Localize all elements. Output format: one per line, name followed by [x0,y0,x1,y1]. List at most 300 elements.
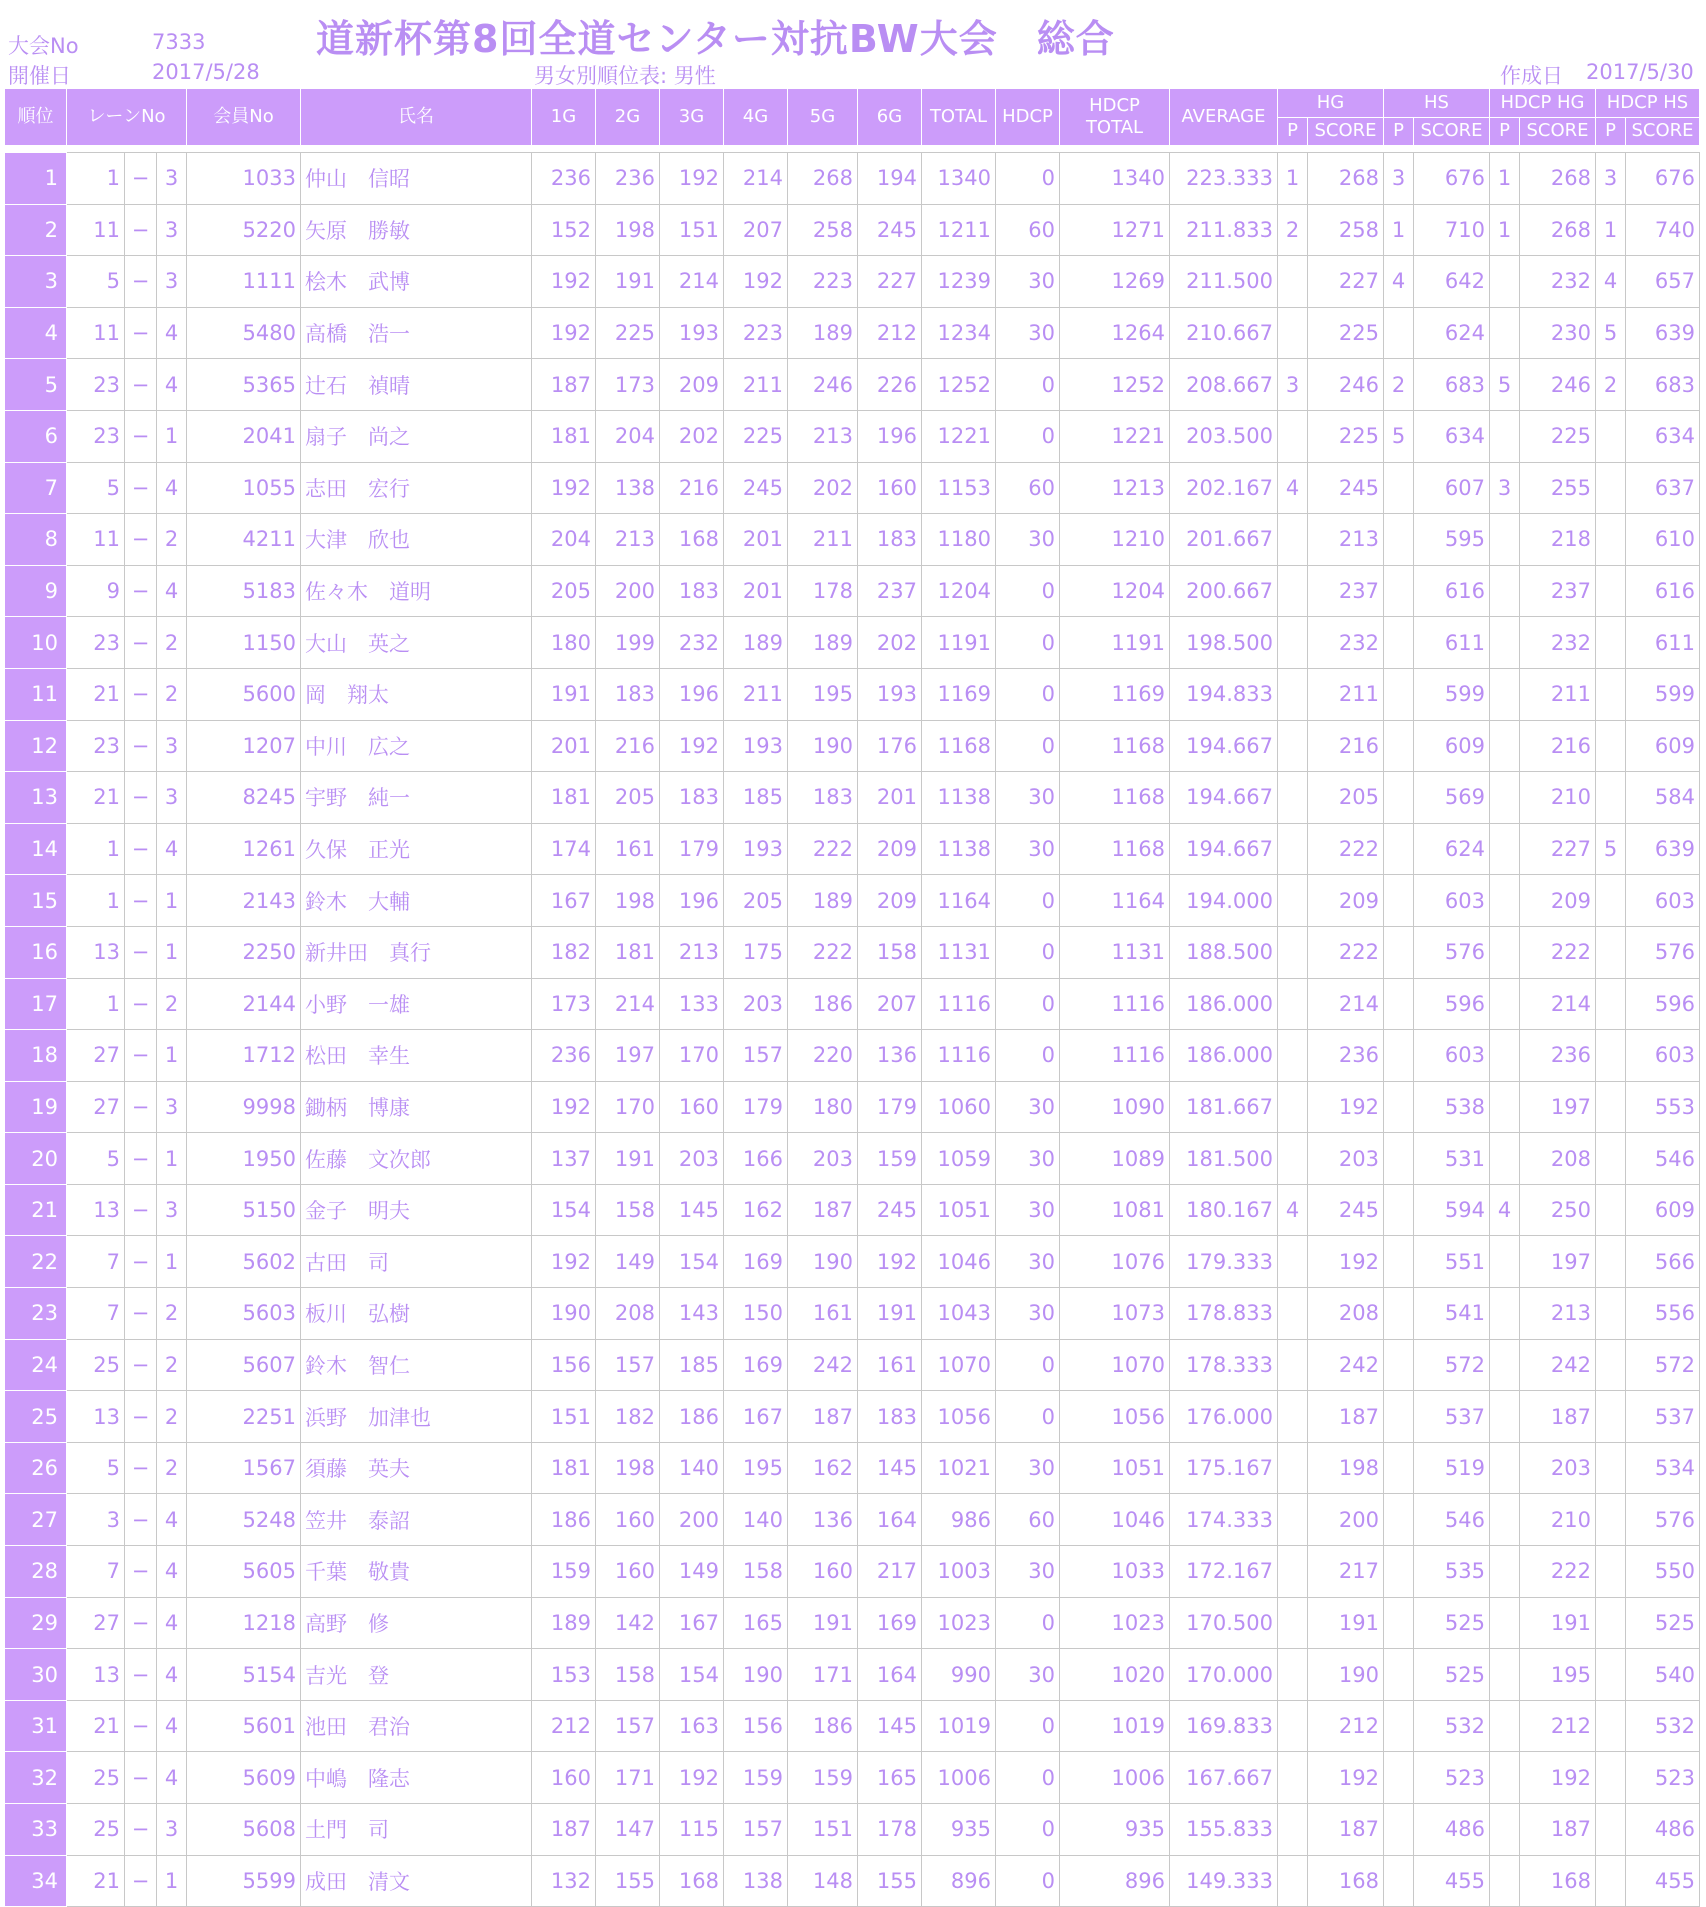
hdcp-hs-place-cell [1596,1081,1626,1133]
hdcp-hg-score-cell: 191 [1520,1597,1596,1649]
game6-cell: 193 [858,668,922,720]
hs-place-cell [1384,462,1414,514]
table-row [5,514,1700,566]
hdcp-hg-place-cell [1490,1288,1520,1340]
game2-cell: 157 [596,1700,660,1752]
hs-score-cell: 611 [1414,617,1490,669]
hdcp-hg-score-cell: 216 [1520,720,1596,772]
total-cell: 1169 [922,668,996,720]
player-name-cell: 佐々木 道明 [301,565,532,617]
lane-separator: − [125,617,157,669]
hg-score-cell: 222 [1308,926,1384,978]
hg-score-cell: 187 [1308,1804,1384,1856]
game1-cell: 187 [532,1804,596,1856]
game1-cell: 151 [532,1391,596,1443]
total-cell: 1180 [922,514,996,566]
average-cell: 194.833 [1170,668,1278,720]
game3-cell: 183 [660,772,724,824]
hdcp-cell: 30 [996,1133,1060,1185]
game5-cell: 186 [788,1700,858,1752]
table-row [5,1030,1700,1082]
member-no-cell: 5601 [187,1700,301,1752]
game6-cell: 237 [858,565,922,617]
member-no-cell: 1567 [187,1442,301,1494]
game5-cell: 148 [788,1855,858,1907]
lane-sub-cell: 1 [157,1133,187,1185]
hs-score-cell: 546 [1414,1494,1490,1546]
hdcp-total-cell: 1210 [1060,514,1170,566]
game6-cell: 202 [858,617,922,669]
hs-place-cell [1384,1649,1414,1701]
hdcp-hs-score-cell: 525 [1626,1597,1700,1649]
game6-cell: 183 [858,1391,922,1443]
lane-separator: − [125,359,157,411]
rank-cell: 22 [5,1236,67,1288]
hdcp-cell: 30 [996,1288,1060,1340]
tournament-no: 7333 [152,30,206,54]
game1-cell: 182 [532,926,596,978]
rank-cell: 24 [5,1339,67,1391]
hdcp-hs-score-cell: 572 [1626,1339,1700,1391]
game4-cell: 205 [724,875,788,927]
game6-cell: 169 [858,1597,922,1649]
game5-cell: 220 [788,1030,858,1082]
lane-sub-cell: 1 [157,1030,187,1082]
member-no-cell: 5602 [187,1236,301,1288]
hdcp-hs-score-cell: 740 [1626,204,1700,256]
game1-cell: 236 [532,1030,596,1082]
col-total: TOTAL [922,89,996,146]
hg-score-cell: 232 [1308,617,1384,669]
player-name-cell: 矢原 勝敏 [301,204,532,256]
game5-cell: 171 [788,1649,858,1701]
lane-sub-cell: 2 [157,1288,187,1340]
lane-separator: − [125,565,157,617]
game3-cell: 209 [660,359,724,411]
hs-score-cell: 532 [1414,1700,1490,1752]
total-cell: 1204 [922,565,996,617]
rank-cell: 30 [5,1649,67,1701]
hg-score-cell: 225 [1308,307,1384,359]
member-no-cell: 5608 [187,1804,301,1856]
hdcp-cell: 0 [996,978,1060,1030]
lane-sub-cell: 2 [157,668,187,720]
rank-cell: 27 [5,1494,67,1546]
lane-sub-cell: 4 [157,1597,187,1649]
lane-sub-cell: 2 [157,1339,187,1391]
hs-score-cell: 455 [1414,1855,1490,1907]
lane-separator: − [125,1288,157,1340]
game6-cell: 136 [858,1030,922,1082]
lane-separator: − [125,668,157,720]
average-cell: 186.000 [1170,978,1278,1030]
hdcp-total-cell: 1204 [1060,565,1170,617]
game1-cell: 159 [532,1546,596,1598]
average-cell: 167.667 [1170,1752,1278,1804]
game2-cell: 160 [596,1546,660,1598]
game1-cell: 189 [532,1597,596,1649]
hdcp-hs-score-cell: 553 [1626,1081,1700,1133]
game4-cell: 166 [724,1133,788,1185]
game6-cell: 164 [858,1649,922,1701]
hdcp-hs-place-cell [1596,1597,1626,1649]
table-row [5,1288,1700,1340]
hdcp-hg-score-cell: 214 [1520,978,1596,1030]
game2-cell: 236 [596,153,660,205]
table-row [5,1133,1700,1185]
lane-cell: 5 [67,1133,125,1185]
game4-cell: 245 [724,462,788,514]
hdcp-hs-place-cell [1596,514,1626,566]
total-cell: 1059 [922,1133,996,1185]
hdcp-hs-place-cell [1596,1391,1626,1443]
game2-cell: 225 [596,307,660,359]
member-no-cell: 1033 [187,153,301,205]
hs-place-cell [1384,1184,1414,1236]
rank-cell: 28 [5,1546,67,1598]
hdcp-cell: 0 [996,1339,1060,1391]
lane-cell: 1 [67,978,125,1030]
game6-cell: 245 [858,204,922,256]
lane-separator: − [125,926,157,978]
hdcp-cell: 0 [996,1597,1060,1649]
hdcp-hg-place-cell [1490,1442,1520,1494]
lane-cell: 7 [67,1546,125,1598]
game1-cell: 173 [532,978,596,1030]
average-cell: 181.500 [1170,1133,1278,1185]
hdcp-cell: 60 [996,462,1060,514]
game5-cell: 162 [788,1442,858,1494]
game5-cell: 190 [788,1236,858,1288]
rank-cell: 18 [5,1030,67,1082]
game3-cell: 163 [660,1700,724,1752]
lane-separator: − [125,1597,157,1649]
hs-score-cell: 537 [1414,1391,1490,1443]
hdcp-hg-score-cell: 268 [1520,204,1596,256]
game4-cell: 167 [724,1391,788,1443]
game2-cell: 155 [596,1855,660,1907]
member-no-cell: 1712 [187,1030,301,1082]
game6-cell: 212 [858,307,922,359]
average-cell: 223.333 [1170,153,1278,205]
hg-score-cell: 258 [1308,204,1384,256]
hdcp-hg-place-cell [1490,1236,1520,1288]
average-cell: 186.000 [1170,1030,1278,1082]
hdcp-total-cell: 896 [1060,1855,1170,1907]
total-cell: 1056 [922,1391,996,1443]
hg-score-cell: 192 [1308,1236,1384,1288]
hdcp-hs-score-cell: 455 [1626,1855,1700,1907]
game5-cell: 268 [788,153,858,205]
game5-cell: 190 [788,720,858,772]
hdcp-hs-place-cell [1596,978,1626,1030]
hs-score-cell: 572 [1414,1339,1490,1391]
game6-cell: 245 [858,1184,922,1236]
lane-sub-cell: 4 [157,359,187,411]
hdcp-cell: 0 [996,617,1060,669]
game1-cell: 192 [532,1236,596,1288]
hdcp-hs-place-cell [1596,1030,1626,1082]
game4-cell: 165 [724,1597,788,1649]
lane-cell: 27 [67,1030,125,1082]
game6-cell: 226 [858,359,922,411]
hg-score-cell: 190 [1308,1649,1384,1701]
rank-cell: 1 [5,153,67,205]
game3-cell: 143 [660,1288,724,1340]
table-row [5,1597,1700,1649]
col-hdcp-hs-score: SCORE [1626,117,1700,146]
hdcp-hg-score-cell: 222 [1520,926,1596,978]
game5-cell: 189 [788,307,858,359]
hs-score-cell: 603 [1414,875,1490,927]
hs-place-cell [1384,1030,1414,1082]
total-cell: 1138 [922,823,996,875]
game3-cell: 154 [660,1236,724,1288]
hs-place-cell [1384,1700,1414,1752]
tournament-no-label: 大会No [8,34,79,58]
hg-place-cell [1278,1133,1308,1185]
game3-cell: 202 [660,410,724,462]
game3-cell: 149 [660,1546,724,1598]
total-cell: 1153 [922,462,996,514]
lane-sub-cell: 4 [157,462,187,514]
rank-cell: 33 [5,1804,67,1856]
hdcp-hg-score-cell: 203 [1520,1442,1596,1494]
hdcp-hg-place-cell [1490,256,1520,308]
hdcp-total-cell: 1019 [1060,1700,1170,1752]
hdcp-cell: 0 [996,1752,1060,1804]
hdcp-total-cell: 1168 [1060,772,1170,824]
game4-cell: 201 [724,514,788,566]
hdcp-hs-place-cell [1596,772,1626,824]
game4-cell: 207 [724,204,788,256]
hdcp-hg-score-cell: 213 [1520,1288,1596,1340]
hdcp-cell: 30 [996,1184,1060,1236]
hdcp-hg-score-cell: 212 [1520,1700,1596,1752]
lane-sub-cell: 4 [157,1752,187,1804]
lane-sub-cell: 2 [157,617,187,669]
lane-cell: 27 [67,1597,125,1649]
game3-cell: 133 [660,978,724,1030]
member-no-cell: 1111 [187,256,301,308]
hg-place-cell [1278,307,1308,359]
hg-score-cell: 213 [1308,514,1384,566]
rank-cell: 10 [5,617,67,669]
game2-cell: 158 [596,1184,660,1236]
lane-separator: − [125,1700,157,1752]
event-date: 2017/5/28 [152,60,260,84]
game3-cell: 186 [660,1391,724,1443]
game1-cell: 192 [532,307,596,359]
hdcp-hg-place-cell [1490,772,1520,824]
col-rank: 順位 [5,89,67,146]
game3-cell: 192 [660,720,724,772]
game1-cell: 167 [532,875,596,927]
hdcp-total-cell: 1191 [1060,617,1170,669]
hdcp-hs-score-cell: 609 [1626,1184,1700,1236]
game4-cell: 211 [724,359,788,411]
hdcp-hs-score-cell: 486 [1626,1804,1700,1856]
hs-place-cell [1384,1597,1414,1649]
hdcp-hg-score-cell: 210 [1520,772,1596,824]
lane-cell: 1 [67,153,125,205]
game1-cell: 132 [532,1855,596,1907]
game4-cell: 195 [724,1442,788,1494]
average-cell: 198.500 [1170,617,1278,669]
game3-cell: 192 [660,153,724,205]
hdcp-hs-score-cell: 683 [1626,359,1700,411]
lane-separator: − [125,1546,157,1598]
game2-cell: 199 [596,617,660,669]
total-cell: 1003 [922,1546,996,1598]
hdcp-total-cell: 935 [1060,1804,1170,1856]
player-name-cell: 成田 清文 [301,1855,532,1907]
hdcp-total-cell: 1023 [1060,1597,1170,1649]
lane-sub-cell: 4 [157,565,187,617]
game6-cell: 192 [858,1236,922,1288]
hdcp-hg-place-cell [1490,1700,1520,1752]
hs-place-cell [1384,978,1414,1030]
lane-cell: 25 [67,1804,125,1856]
lane-cell: 23 [67,617,125,669]
hdcp-hs-score-cell: 540 [1626,1649,1700,1701]
hs-score-cell: 624 [1414,307,1490,359]
game6-cell: 179 [858,1081,922,1133]
game3-cell: 115 [660,1804,724,1856]
hs-score-cell: 519 [1414,1442,1490,1494]
game6-cell: 217 [858,1546,922,1598]
game5-cell: 189 [788,617,858,669]
game1-cell: 154 [532,1184,596,1236]
hdcp-hg-place-cell: 1 [1490,153,1520,205]
lane-cell: 5 [67,1442,125,1494]
hs-place-cell [1384,514,1414,566]
game2-cell: 181 [596,926,660,978]
member-no-cell: 1207 [187,720,301,772]
hs-score-cell: 525 [1414,1597,1490,1649]
lane-separator: − [125,978,157,1030]
game1-cell: 137 [532,1133,596,1185]
lane-cell: 21 [67,1700,125,1752]
game2-cell: 161 [596,823,660,875]
lane-separator: − [125,1081,157,1133]
game2-cell: 138 [596,462,660,514]
hs-score-cell: 535 [1414,1546,1490,1598]
table-row [5,617,1700,669]
game2-cell: 204 [596,410,660,462]
hg-score-cell: 245 [1308,1184,1384,1236]
total-cell: 1051 [922,1184,996,1236]
hdcp-hg-score-cell: 211 [1520,668,1596,720]
hs-place-cell [1384,1546,1414,1598]
hdcp-cell: 0 [996,1391,1060,1443]
hdcp-hg-score-cell: 250 [1520,1184,1596,1236]
hg-score-cell: 225 [1308,410,1384,462]
hs-place-cell [1384,772,1414,824]
hg-score-cell: 246 [1308,359,1384,411]
game2-cell: 158 [596,1649,660,1701]
hdcp-cell: 0 [996,875,1060,927]
rank-cell: 26 [5,1442,67,1494]
rank-cell: 12 [5,720,67,772]
hdcp-hs-place-cell: 2 [1596,359,1626,411]
table-row [5,1494,1700,1546]
hdcp-total-cell: 1213 [1060,462,1170,514]
game1-cell: 236 [532,153,596,205]
game2-cell: 198 [596,1442,660,1494]
rank-cell: 14 [5,823,67,875]
game1-cell: 181 [532,410,596,462]
hdcp-hg-place-cell [1490,410,1520,462]
hdcp-hs-place-cell [1596,1649,1626,1701]
hg-place-cell [1278,514,1308,566]
hg-score-cell: 268 [1308,153,1384,205]
rank-cell: 11 [5,668,67,720]
lane-cell: 25 [67,1752,125,1804]
lane-sub-cell: 3 [157,1184,187,1236]
game6-cell: 145 [858,1700,922,1752]
game4-cell: 203 [724,978,788,1030]
hs-place-cell [1384,1081,1414,1133]
hdcp-hg-place-cell [1490,1804,1520,1856]
average-cell: 194.667 [1170,772,1278,824]
hdcp-hg-place-cell [1490,720,1520,772]
total-cell: 1070 [922,1339,996,1391]
table-row [5,1236,1700,1288]
hs-score-cell: 642 [1414,256,1490,308]
game2-cell: 142 [596,1597,660,1649]
lane-cell: 13 [67,926,125,978]
hdcp-total-cell: 1070 [1060,1339,1170,1391]
hg-place-cell [1278,1804,1308,1856]
lane-cell: 23 [67,359,125,411]
hdcp-hs-score-cell: 576 [1626,1494,1700,1546]
game1-cell: 174 [532,823,596,875]
game4-cell: 193 [724,823,788,875]
game2-cell: 160 [596,1494,660,1546]
lane-separator: − [125,1339,157,1391]
total-cell: 1168 [922,720,996,772]
hdcp-hg-place-cell [1490,1339,1520,1391]
average-cell: 170.000 [1170,1649,1278,1701]
hg-place-cell [1278,1546,1308,1598]
game5-cell: 246 [788,359,858,411]
rank-cell: 19 [5,1081,67,1133]
col-hdcp-hs-p: P [1596,117,1626,146]
hdcp-hs-place-cell [1596,1236,1626,1288]
game2-cell: 208 [596,1288,660,1340]
member-no-cell: 1055 [187,462,301,514]
hdcp-hs-score-cell: 556 [1626,1288,1700,1340]
hdcp-hg-place-cell [1490,823,1520,875]
hdcp-hg-score-cell: 187 [1520,1804,1596,1856]
hs-place-cell: 5 [1384,410,1414,462]
game4-cell: 138 [724,1855,788,1907]
hdcp-hs-score-cell: 532 [1626,1700,1700,1752]
hdcp-hs-place-cell: 4 [1596,256,1626,308]
member-no-cell: 2041 [187,410,301,462]
lane-cell: 21 [67,668,125,720]
game5-cell: 223 [788,256,858,308]
hs-place-cell [1384,926,1414,978]
game5-cell: 203 [788,1133,858,1185]
game6-cell: 209 [858,875,922,927]
hg-score-cell: 209 [1308,875,1384,927]
game2-cell: 198 [596,875,660,927]
hdcp-total-cell: 1164 [1060,875,1170,927]
hdcp-hs-place-cell [1596,1855,1626,1907]
member-no-cell: 5183 [187,565,301,617]
